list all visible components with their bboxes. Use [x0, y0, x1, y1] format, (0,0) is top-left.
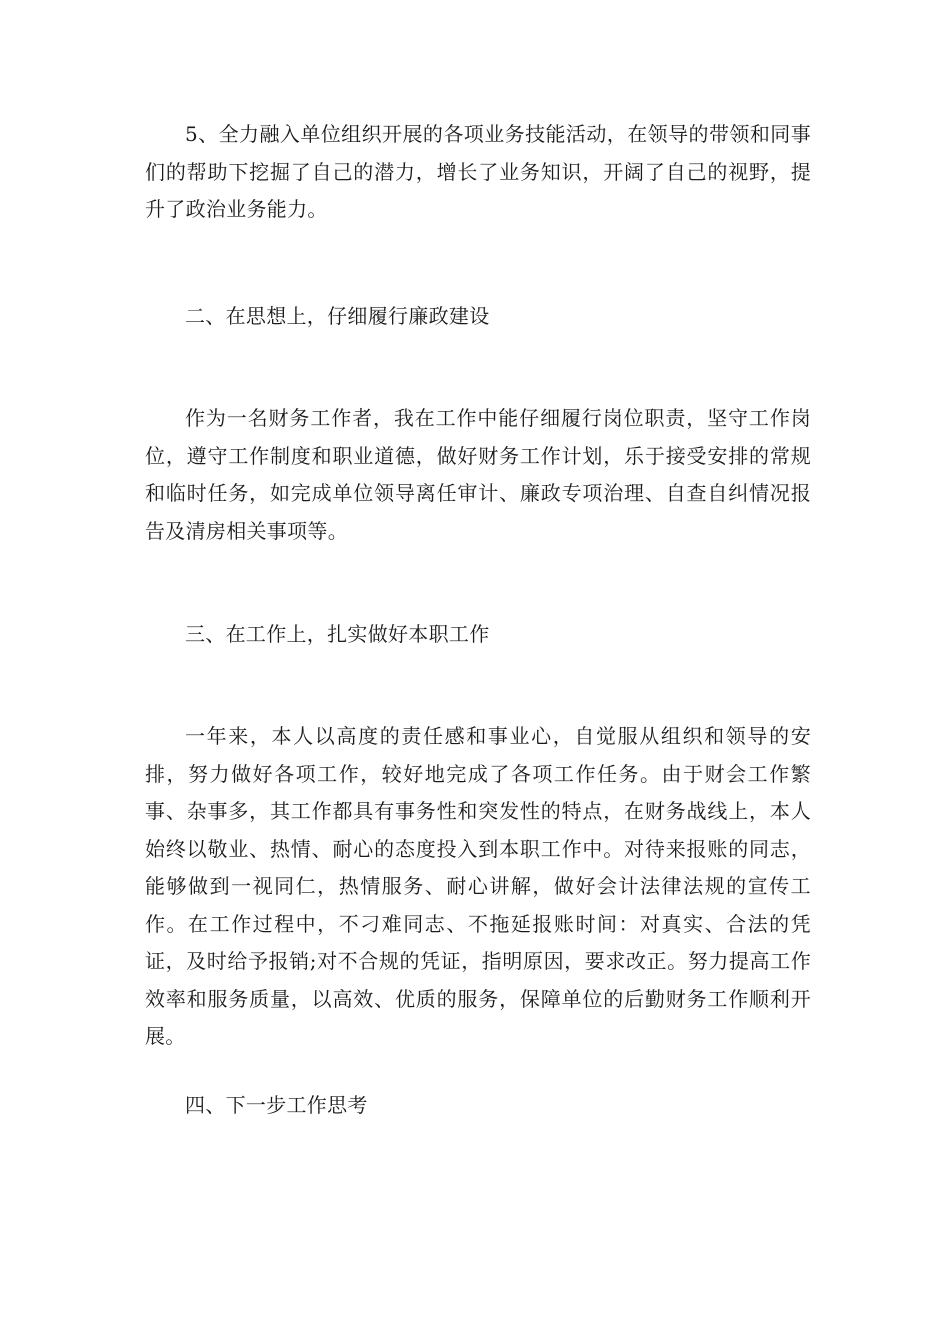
paragraph-skills-activities: 5、全力融入单位组织开展的各项业务技能活动，在领导的带领和同事们的帮助下挖掘了自己的潜力，增长了业务知识，开阔了自己的视野，提升了政治业务能力。 [145, 122, 811, 221]
section-heading-next-steps: 四、下一步工作思考 [185, 1093, 368, 1117]
paragraph-annual-work: 一年来，本人以高度的责任感和事业心，自觉服从组织和领导的安排，努力做好各项工作，较好地完成了各项工作任务。由于财会工作繁事、杂事多，其工作都具有事务性和突发性的特点，在财务战线上，本人始终以敬业、热情、耐心的态度投入到本职工作中。对待来报账的同志，能够做到一视同仁，热情服务、耐心讲解，做好会计法律法规的宣传工作。在工作过程中，不刁难同志、不拖延报账时间：对真实、合法的凭证，及时给予报销;对不合规的凭证，指明原因，要求改正。努力提高工作效率和服务质量，以高效、优质的服务，保障单位的后勤财务工作顺利开展。 [145, 724, 811, 1048]
paragraph-financial-duties: 作为一名财务工作者，我在工作中能仔细履行岗位职责，坚守工作岗位，遵守工作制度和职业道德，做好财务工作计划，乐于接受安排的常规和临时任务，如完成单位领导离任审计、廉政专项治理、自查自纠情况报告及清房相关事项等。 [145, 406, 811, 543]
section-heading-work: 三、在工作上，扎实做好本职工作 [185, 622, 490, 646]
section-heading-ideology: 二、在思想上，仔细履行廉政建设 [185, 304, 490, 328]
